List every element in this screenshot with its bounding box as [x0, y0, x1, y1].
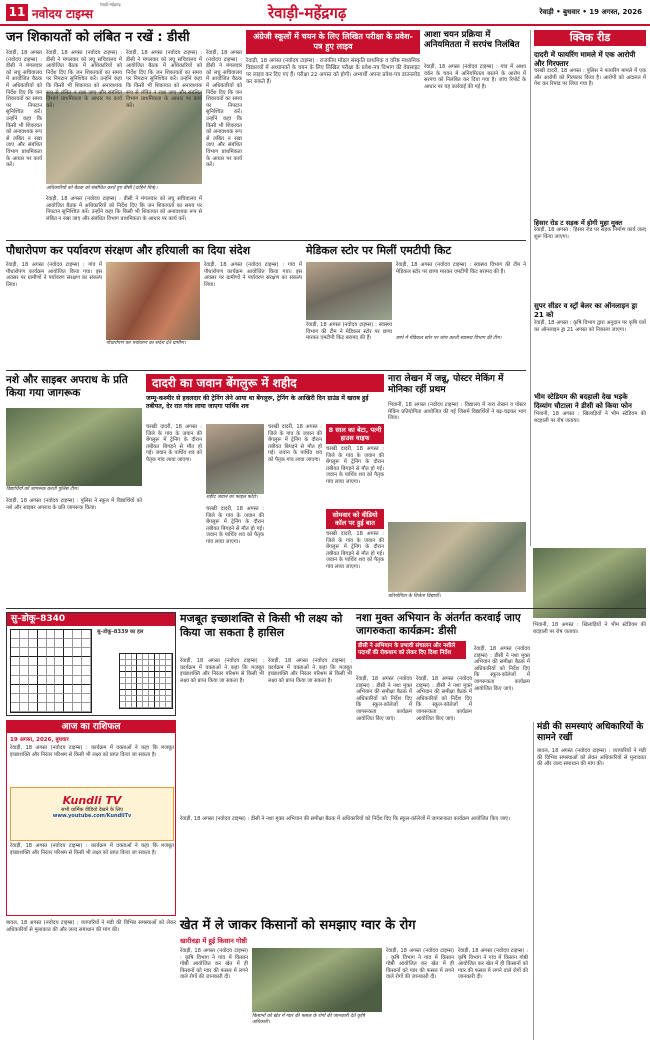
story-body-col2: रेवाड़ी, 18 अगस्त (नवोदय टाइम्स) : कार्यक्रम में वक्ताओं ने कहा कि मजबूत इच्छाशक्ति और निरंतर परिश्रम से किसी भी लक्ष्य को प्राप्त किया जा सकता है। [268, 658, 352, 684]
sudoku-cell [20, 703, 29, 712]
sudoku-cell [64, 666, 73, 675]
sudoku-cell [20, 648, 29, 657]
story-title: खेत में ले जाकर किसानों को समझाए ग्वार के रोग [180, 918, 416, 933]
story-jan-shikayat [6, 30, 242, 238]
sudoku-cell [20, 666, 29, 675]
sudoku-cell [47, 676, 56, 685]
story-mtp-kit [306, 244, 526, 368]
jawan-photo [206, 424, 264, 494]
sudoku-cell [64, 685, 73, 694]
sudoku-cell [73, 639, 82, 648]
section-title: रेवाड़ी-महेंद्रगढ़ [268, 4, 347, 22]
sudoku-cell [38, 703, 47, 712]
quick-item-body: रेवाड़ी, 18 अगस्त : हिसार रोड पर सड़क निर्माण कार्य जल्द शुरू किया जाएगा। [534, 227, 646, 240]
story-continuation: रेवाड़ी, 18 अगस्त (नवोदय टाइम्स) : डीसी ने नशा मुक्त अभियान की समीक्षा बैठक में अधिकारियों को निर्देश दिए कि स्कूल-कॉलेजों में जागरूकता कार्यक्रम आयोजित किए जाएं। [180, 816, 511, 822]
info-box [326, 424, 384, 604]
sudoku-cell [55, 630, 64, 639]
divider [6, 370, 526, 371]
sudoku-rules: सु–डोकू–8339 का हल [97, 629, 144, 635]
divider [6, 608, 646, 609]
story-nasha-cyber [6, 374, 142, 604]
date-line: रेवाड़ी • बुधवार • 19 अगस्त, 2026 [539, 8, 642, 16]
sudoku-cell [82, 630, 91, 639]
quick-item-title: दादरी में फायरिंग मामले में एक आरोपी और गिरफ्तार [534, 50, 636, 68]
sudoku-cell [55, 666, 64, 675]
story-ichhashakti [180, 612, 352, 812]
story-photo [106, 262, 200, 340]
story-paudharopan [6, 244, 302, 368]
story-body: रेवाड़ी, 18 अगस्त (नवोदय टाइम्स) : पुलिस ने स्कूल में विद्यार्थियों को नशे और साइबर अपराध के प्रति जागरूक किया। [6, 498, 142, 511]
story-mandi-body-left: बावल, 18 अगस्त (नवोदय टाइम्स) : व्यापारियों ने मंडी की विभिन्न समस्याओं को लेकर अधिकारियों से मुलाकात की और जल्द समाधान की मांग की। [6, 920, 176, 933]
box2-title: सोमवार को वीडियो कॉल पर हुई बात [326, 509, 384, 529]
sudoku-cell [11, 648, 20, 657]
quick-item-body: चरखी दादरी, 18 अगस्त : पुलिस ने फायरिंग मामले में एक और आरोपी को गिरफ्तार किया है। आरोपी को अदालत में पेश कर रिमांड पर लिया गया है। [534, 68, 646, 88]
sudoku-cell [73, 676, 82, 685]
sudoku-cell [64, 639, 73, 648]
sudoku-box [6, 612, 176, 716]
sudoku-cell [82, 657, 91, 666]
sudoku-cell [29, 685, 38, 694]
sudoku-cell [55, 694, 64, 703]
story-body-col3: रेवाड़ी, 18 अगस्त (नवोदय टाइम्स) : कृषि विभाग ने गांव में किसान गोष्ठी आयोजित कर खेत में ही किसानों को ग्वार की फसल में लगने वाले रोगों की जानकारी दी। [458, 948, 528, 981]
story-pravesh-patra [246, 30, 420, 238]
story-body-col2: चरखी दादरी, 18 अगस्त : जिले के गांव के जवान की बेंगलुरू में ट्रेनिंग के दौरान तबीयत बिगड़ने से मौत हो गई। जवान के पार्थिव शव को पैतृक गांव लाया जाएगा। [206, 506, 264, 545]
story-title: नशा मुक्त अभियान के अंतर्गत करवाई जाए जागरुकता कार्यक्रम: डीसी [356, 612, 521, 637]
story-photo [388, 522, 526, 592]
sudoku-cell [55, 703, 64, 712]
horoscope-box [6, 720, 176, 916]
quick-item-title: भीम स्टेडियम की बदहाली देख भड़के दिव्यांग चौटाला ने डीसी को किया फोन [534, 393, 632, 410]
story-nara-lekhan [388, 374, 526, 604]
sudoku-cell [29, 676, 38, 685]
sudoku-cell [64, 630, 73, 639]
story-body: रेवाड़ी, 18 अगस्त (नवोदय टाइम्स) : डीसी ने मंगलवार को लघु सचिवालय में आयोजित बैठक में अधिकारियों को निर्देश दिए कि जन शिकायतों का समय पर निपटान सुनिश्चित करें। उन्होंने कहा कि किसी भी शिकायत को अनावश्यक रूप से लंबित न रखा जाए और संबंधित विभाग प्राथमिकता के आधार पर कार्य करें। [6, 50, 42, 169]
sudoku-cell [38, 676, 47, 685]
box2-body: चरखी दादरी, 18 अगस्त : जिले के गांव के जवान की बेंगलुरू में ट्रेनिंग के दौरान तबीयत बिगड़ने से मौत हो गई। जवान के पार्थिव शव को पैतृक गांव लाया जाएगा। [326, 531, 384, 570]
story-body-lower: रेवाड़ी, 18 अगस्त (नवोदय टाइम्स) : स्वास्थ्य विभाग की टीम ने मेडिकल स्टोर पर छापा मारकर एमटीपी किट बरामद की हैं। [306, 322, 392, 342]
sudoku-cell [38, 648, 47, 657]
sudoku-cell [38, 666, 47, 675]
story-body-col3: रेवाड़ी, 18 अगस्त (नवोदय टाइम्स) : डीसी ने मंगलवार को लघु सचिवालय में आयोजित बैठक में अधिकारियों को निर्देश दिए कि जन शिकायतों का समय पर निपटान सुनिश्चित करें। उन्होंने कहा कि किसी भी शिकायत को अनावश्यक रूप से लंबित न रखा जाए और संबंधित विभाग प्राथमिकता के आधार पर कार्य करें। [126, 50, 202, 109]
sudoku-cell [38, 694, 47, 703]
sudoku-cell [73, 648, 82, 657]
horoscope-body: रेवाड़ी, 18 अगस्त (नवोदय टाइम्स) : कार्यक्रम में वक्ताओं ने कहा कि मजबूत इच्छाशक्ति और निरंतर परिश्रम से किसी भी लक्ष्य को प्राप्त किया जा सकता है। [10, 745, 174, 758]
story-body: रेवाड़ी, 18 अगस्त (नवोदय टाइम्स) : कृषि विभाग ने गांव में किसान गोष्ठी आयोजित कर खेत में ही किसानों को ग्वार की फसल में लगने वाले रोगों की जानकारी दी। [180, 948, 248, 981]
sudoku-cell [82, 666, 91, 675]
story-body: रेवाड़ी, 18 अगस्त (नवोदय टाइम्स) : डीसी ने नशा मुक्त अभियान की समीक्षा बैठक में अधिकारियों को निर्देश दिए कि स्कूल-कॉलेजों में जागरूकता कार्यक्रम आयोजित किए जाएं। [356, 676, 412, 722]
photo-caption: शहीद जवान का फाइल फोटो। [206, 495, 258, 500]
story-body: भिवानी, 18 अगस्त (नवोदय टाइम्स) : विद्यालय में नारा लेखन व पोस्टर मेकिंग प्रतियोगिता आयोजित की गई जिसमें विद्यार्थियों ने बढ़-चढ़कर भाग लिया। [388, 402, 526, 422]
sudoku-cell [11, 685, 20, 694]
sudoku-cell [47, 657, 56, 666]
masthead-small-line: रेवाड़ी-महेंद्रगढ़ [100, 2, 121, 7]
sudoku-cell [47, 648, 56, 657]
story-body-col2: रेवाड़ी, 18 अगस्त (नवोदय टाइम्स) : डीसी ने नशा मुक्त अभियान की समीक्षा बैठक में अधिकारियों को निर्देश दिए कि स्कूल-कॉलेजों में जागरूकता कार्यक्रम आयोजित किए जाएं। [416, 676, 472, 722]
sudoku-cell [55, 676, 64, 685]
sudoku-cell [11, 639, 20, 648]
sudoku-cell [29, 694, 38, 703]
story-body-col3: रेवाड़ी, 18 अगस्त (नवोदय टाइम्स) : डीसी ने नशा मुक्त अभियान की समीक्षा बैठक में अधिकारियों को निर्देश दिए कि स्कूल-कॉलेजों में जागरूकता कार्यक्रम आयोजित किए जाएं। [474, 646, 530, 692]
story-body: रेवाड़ी, 18 अगस्त (नवोदय टाइम्स) : गांव में आशा वर्कर के चयन में अनियमितता बरतने के आरोप में सरपंच को निलंबित कर दिया गया है। जांच रिपोर्ट के आधार पर यह कार्रवाई की गई है। [424, 64, 526, 90]
story-body-col2: रेवाड़ी, 18 अगस्त (नवोदय टाइम्स) : कृषि विभाग ने गांव में किसान गोष्ठी आयोजित कर खेत में ही किसानों को ग्वार की फसल में लगने वाले रोगों की जानकारी दी। [386, 948, 454, 981]
story-body: रेवाड़ी, 18 अगस्त (नवोदय टाइम्स) : कार्यक्रम में वक्ताओं ने कहा कि मजबूत इच्छाशक्ति और निरंतर परिश्रम से किसी भी लक्ष्य को प्राप्त किया जा सकता है। [180, 658, 264, 684]
story-photo [306, 262, 392, 320]
ad-line2: www.youtube.com/KundliTv [52, 813, 132, 819]
horoscope-date: 19 अगस्त, 2026, बुधवार [10, 737, 69, 743]
sudoku-cell [29, 630, 38, 639]
sudoku-cell [38, 630, 47, 639]
sudoku-cell [11, 657, 20, 666]
story-body: रेवाड़ी, 18 अगस्त (नवोदय टाइम्स) : राजकीय मॉडल संस्कृति प्राथमिक व वरिष्ठ माध्यमिक विद्यालयों में अध्यापकों के चयन के लिए लिखित परीक्षा के प्रवेश-पत्र विभाग की वेबसाइट पर लाइव कर दिए गए हैं। परीक्षा 22 अगस्त को होगी। अभ्यर्थी अपना प्रवेश-पत्र डाउनलोड कर सकते हैं। [246, 58, 420, 85]
sudoku-cell [20, 694, 29, 703]
story-title: जन शिकायतों को लंबित न रखें : डीसी [6, 30, 190, 45]
sudoku-cell [29, 648, 38, 657]
sudoku-cell [55, 685, 64, 694]
story-title: मेडिकल स्टोर पर मिलीं एमटीपी किट [306, 244, 452, 257]
sudoku-cell [29, 703, 38, 712]
sudoku-cell [29, 639, 38, 648]
story-body-col3: चरखी दादरी, 18 अगस्त : जिले के गांव के जवान की बेंगलुरू में ट्रेनिंग के दौरान तबीयत बिगड़ने से मौत हो गई। जवान के पार्थिव शव को पैतृक गांव लाया जाएगा। [268, 424, 322, 463]
sudoku-cell [73, 666, 82, 675]
sudoku-cell [20, 630, 29, 639]
sudoku-cell [64, 648, 73, 657]
photo-caption: अधिकारियों को बैठक को संबोधित करते हुए डीसी (दाहिने चित्र)। [46, 186, 158, 191]
sudoku-cell [82, 639, 91, 648]
story-title: मजबूत इच्छाशक्ति से किसी भी लक्ष्य को किया जा सकता है हासिल [180, 612, 343, 639]
story-body: रेवाड़ी, 18 अगस्त (नवोदय टाइम्स) : गांव में पौधारोपण कार्यक्रम आयोजित किया गया। इस अवसर पर ग्रामीणों ने पर्यावरण संरक्षण का संकल्प लिया। [6, 262, 102, 288]
sudoku-cell [20, 657, 29, 666]
story-title: नारा लेखन में जन्नू, पोस्टर मेकिंग में मोनिका रहीं प्रथम [388, 374, 504, 395]
sudoku-cell [20, 676, 29, 685]
sudoku-cell [166, 702, 172, 708]
story-nasha-mukt [356, 612, 530, 812]
story-sub: डीसी ने अभियान के प्रभावी संचालन और नशीले पदार्थों की रोकथाम को लेकर दिए दिशा निर्देश [356, 641, 466, 659]
sudoku-cell [20, 685, 29, 694]
sudoku-solution-grid [119, 653, 173, 709]
sudoku-cell [82, 694, 91, 703]
story-body: बावल, 18 अगस्त (नवोदय टाइम्स) : व्यापारियों ने मंडी की विभिन्न समस्याओं को लेकर अधिकारियों से मुलाकात की और जल्द समाधान की मांग की। [537, 748, 646, 768]
sudoku-cell [47, 685, 56, 694]
story-photo [6, 408, 142, 486]
sudoku-cell [55, 648, 64, 657]
sudoku-cell [64, 703, 73, 712]
sudoku-cell [55, 639, 64, 648]
sudoku-cell [73, 685, 82, 694]
ad-brand: Kundli TV [62, 794, 122, 807]
sudoku-cell [38, 639, 47, 648]
photo-caption: किसानों को खेत में ग्वार की फसल के रोगों की जानकारी देते कृषि अधिकारी। [252, 1014, 365, 1025]
story-gwar [180, 918, 528, 1040]
divider [6, 240, 526, 241]
ad-kundli[interactable] [10, 787, 174, 841]
story-dadri-jawan [146, 374, 384, 604]
sudoku-cell [82, 648, 91, 657]
story-photo [46, 92, 202, 184]
sudoku-cell [47, 666, 56, 675]
sudoku-cell [20, 639, 29, 648]
story-title: मंडी की समस्याएं अधिकारियों के सामने रखीं [537, 722, 644, 743]
photo-caption: पौधारोपण कर पर्यावरण का संदेश देते ग्रामीण। [106, 341, 186, 346]
sudoku-cell [64, 694, 73, 703]
sudoku-cell [47, 630, 56, 639]
sudoku-cell [29, 666, 38, 675]
sudoku-cell [11, 676, 20, 685]
story-title: आशा चयन प्रक्रिया में अनियमितता में सरपंच निलंबित [424, 30, 520, 50]
sudoku-cell [47, 694, 56, 703]
quick-read-label: क्विक रीड [534, 30, 646, 46]
page-number: 11 [6, 4, 28, 21]
story-mandi [533, 722, 646, 1040]
story-body-col4: रेवाड़ी, 18 अगस्त (नवोदय टाइम्स) : डीसी ने मंगलवार को लघु सचिवालय में आयोजित बैठक में अधिकारियों को निर्देश दिए कि जन शिकायतों का समय पर निपटान सुनिश्चित करें। उन्होंने कहा कि किसी भी शिकायत को अनावश्यक रूप से लंबित न रखा जाए और संबंधित विभाग प्राथमिकता के आधार पर कार्य करें। [206, 50, 242, 169]
sudoku-cell [29, 657, 38, 666]
stadium-story-body: भिवानी, 18 अगस्त : खिलाड़ियों ने भीम स्टेडियम की बदहाली पर रोष जताया। [533, 622, 646, 635]
sudoku-cell [11, 630, 20, 639]
story-body-lower: रेवाड़ी, 18 अगस्त (नवोदय टाइम्स) : डीसी ने मंगलवार को लघु सचिवालय में आयोजित बैठक में अधिकारियों को निर्देश दिए कि जन शिकायतों का समय पर निपटान सुनिश्चित करें। उन्होंने कहा कि किसी भी शिकायत को अनावश्यक रूप से लंबित न रखा जाए और संबंधित विभाग प्राथमिकता के आधार पर कार्य करें। [46, 196, 202, 222]
sudoku-title: सु–डोकू–8340 [7, 613, 175, 626]
sudoku-cell [64, 657, 73, 666]
sudoku-cell [38, 657, 47, 666]
story-asha-chayan [424, 30, 526, 238]
story-kicker: खारीवड़ा में हुई किसान गोष्ठी [180, 937, 247, 945]
story-body: चरखी दादरी, 18 अगस्त : जिले के गांव के जवान की बेंगलुरू में ट्रेनिंग के दौरान तबीयत बिगड़ने से मौत हो गई। जवान के पार्थिव शव को पैतृक गांव लाया जाएगा। [146, 424, 202, 463]
horoscope-body-lower: रेवाड़ी, 18 अगस्त (नवोदय टाइम्स) : कार्यक्रम में वक्ताओं ने कहा कि मजबूत इच्छाशक्ति और निरंतर परिश्रम से किसी भी लक्ष्य को प्राप्त किया जा सकता है। [10, 843, 174, 856]
masthead [0, 0, 650, 26]
story-body: रेवाड़ी, 18 अगस्त (नवोदय टाइम्स) : स्वास्थ्य विभाग की टीम ने मेडिकल स्टोर पर छापा मारकर एमटीपी किट बरामद की हैं। [396, 262, 526, 275]
sudoku-cell [11, 703, 20, 712]
sudoku-cell [47, 639, 56, 648]
quick-item-body: रेवाड़ी, 18 अगस्त : कृषि विभाग द्वारा अनुदान पर कृषि यंत्रों का ऑनलाइन ड्रा 21 अगस्त को निकाला जाएगा। [534, 320, 646, 333]
story-body-col2: रेवाड़ी, 18 अगस्त (नवोदय टाइम्स) : गांव में पौधारोपण कार्यक्रम आयोजित किया गया। इस अवसर पर ग्रामीणों ने पर्यावरण संरक्षण का संकल्प लिया। [204, 262, 302, 288]
sudoku-cell [73, 630, 82, 639]
quick-item-title: हिसार रोड ट सड़क में होगी मुहा मुक्त [534, 219, 623, 227]
sudoku-cell [82, 703, 91, 712]
box-body: चरखी दादरी, 18 अगस्त : जिले के गांव के जवान की बेंगलुरू में ट्रेनिंग के दौरान तबीयत बिगड़ने से मौत हो गई। जवान के पार्थिव शव को पैतृक गांव लाया जाएगा। [326, 446, 384, 485]
paper-name: नवोदय टाइम्स [32, 7, 94, 21]
horoscope-title: आज का राशिफल [7, 721, 175, 733]
photo-caption: प्रतियोगिता के विजेता विद्यार्थी। [388, 594, 441, 599]
story-title: दादरी का जवान बेंगलुरू में शहीद [146, 374, 384, 392]
story-kicker: अंग्रेजी स्कूलों में चयन के लिए लिखित परीक्षा के प्रवेश-पत्र हुए लाइव [246, 30, 420, 54]
sudoku-cell [73, 657, 82, 666]
sudoku-cell [38, 685, 47, 694]
ad-line1: सभी धार्मिक वीडियो देखने के लिए [61, 807, 123, 813]
story-body-col2: रेवाड़ी, 18 अगस्त (नवोदय टाइम्स) : डीसी ने मंगलवार को लघु सचिवालय में आयोजित बैठक में अधिकारियों को निर्देश दिए कि जन शिकायतों का समय पर निपटान सुनिश्चित करें। उन्होंने कहा कि किसी भी शिकायत को अनावश्यक रूप से लंबित न रखा जाए और संबंधित विभाग प्राथमिकता के आधार पर कार्य करें। [46, 50, 122, 109]
sudoku-cell [82, 676, 91, 685]
photo-caption: विद्यार्थियों को जागरूक करती पुलिस टीम। [6, 487, 79, 492]
story-photo [252, 948, 382, 1012]
story-title: नशे और साइबर अपराध के प्रति किया गया जागरूक [6, 374, 128, 399]
photo-caption: छापे में मेडिकल स्टोर पर जांच करती स्वास्थ्य विभाग की टीम। [396, 336, 502, 341]
quick-item-title: सुपर सीडर व स्ट्रॉ बेलर का ऑनलाइन ड्रा 21 को [534, 302, 638, 319]
sudoku-cell [73, 703, 82, 712]
sudoku-grid [10, 629, 92, 713]
box-title: 8 साल का बेटा, पत्नी हाउस वाइफ [326, 424, 384, 444]
story-subtitle: जम्मू-कश्मीर से हवलदार की ट्रेनिंग लेने आया था बेंगलुरू, ट्रेनिंग के आखिरी दिन ग्राउंड में खराब हुई तबीयत, देर रात गांव लाया जाएगा पार्थिव शव [146, 395, 369, 410]
sudoku-cell [82, 685, 91, 694]
sudoku-cell [55, 657, 64, 666]
sudoku-cell [64, 676, 73, 685]
quick-read-column [530, 30, 646, 546]
sudoku-cell [11, 666, 20, 675]
sudoku-cell [73, 694, 82, 703]
sudoku-cell [47, 703, 56, 712]
quick-item-body: भिवानी, 18 अगस्त : खिलाड़ियों ने भीम स्टेडियम की बदहाली पर रोष जताया। [534, 411, 646, 424]
sudoku-cell [11, 694, 20, 703]
story-title: पौधारोपण कर पर्यावरण संरक्षण और हरियाली का दिया संदेश [6, 244, 251, 257]
